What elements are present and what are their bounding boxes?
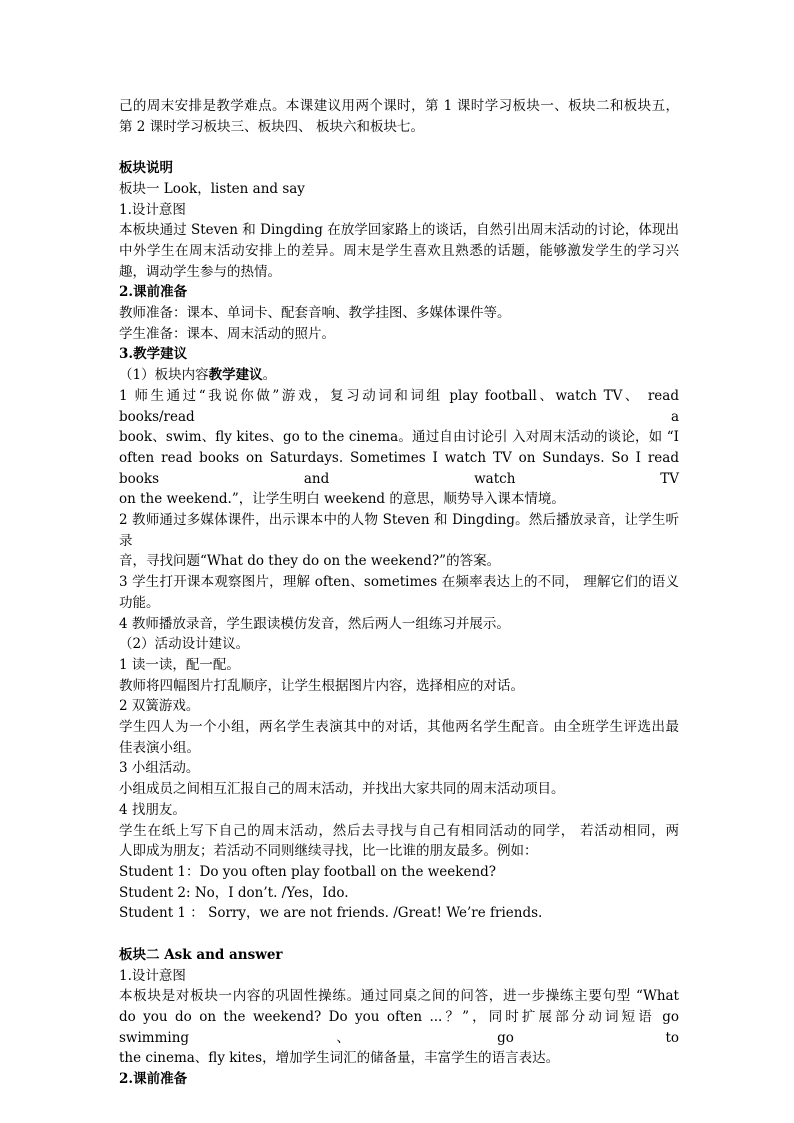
block1-prep-title: 2.课前准备 — [119, 284, 188, 301]
paragraph-line: 本板块是对板块一内容的巩固性操练。通过同桌之间的问答，进一步操练主要句型 “What — [119, 988, 679, 1005]
dialogue-line: Student 1 ： Sorry，we are not friends. /Great! We’re friends. — [119, 905, 543, 922]
subheading-tail: 。 — [262, 367, 277, 384]
paragraph-line: 1 师生通过“我说你做”游戏，复习动词和词组 play football、watch TV、 read books/read a — [119, 387, 679, 425]
paragraph-line: 学生准备：课本、周末活动的照片。 — [119, 325, 335, 342]
paragraph-line: 4 找朋友。 — [119, 801, 186, 818]
subheading-text: （1）板块内容 — [119, 367, 209, 384]
paragraph-line: 2 教师通过多媒体课件，出示课本中的人物 Steven 和 Dingding。然后播放录音，让学生听录 — [119, 512, 679, 549]
block2-heading-title: Ask and answer — [164, 946, 283, 963]
paragraph-line: 2 双簧游戏。 — [119, 698, 200, 715]
paragraph-line: 佳表演小组。 — [119, 739, 200, 756]
paragraph-line: 学生四人为一个小组，两名学生表演其中的对话，其他两名学生配音。由全班学生评选出最 — [119, 719, 679, 736]
paragraph-line: 教师将四幅图片打乱顺序，让学生根据图片内容，选择相应的对话。 — [119, 677, 524, 694]
paragraph-line: 功能。 — [119, 594, 160, 611]
paragraph-line: 3 学生打开课本观察图片，理解 often、sometimes 在频率表达上的不同， 理解它们的语义 — [119, 574, 679, 591]
paragraph-line: 小组成员之间相互汇报自己的周末活动，并找出大家共同的周末活动项目。 — [119, 781, 565, 798]
section-title: 板块说明 — [119, 160, 173, 177]
paragraph-line: 4 教师播放录音，学生跟读模仿发音，然后两人一组练习并展示。 — [119, 615, 510, 632]
paragraph-line: 中外学生在周末活动安排上的差异。周末是学生喜欢且熟悉的话题，能够激发学生的学习兴 — [119, 242, 679, 259]
subheading: （2）活动设计建议。 — [119, 636, 250, 653]
paragraph-line: 教师准备：课本、单词卡、配套音响、教学挂图、多媒体课件等。 — [119, 305, 511, 322]
paragraph-line: on the weekend.”，让学生明白 weekend 的意思，顺势导入课本情境。 — [119, 491, 565, 508]
block1-design-title: 1.设计意图 — [119, 201, 186, 218]
paragraph-line: 趣，调动学生参与的热情。 — [119, 263, 281, 280]
spacer — [119, 137, 679, 158]
paragraph-line: the cinema、fly kites，增加学生词汇的储备量，丰富学生的语言表达。 — [119, 1050, 560, 1067]
subheading — [119, 365, 679, 386]
intro-line: 第 2 课时学习板块三、板块四、 板块六和板块七。 — [119, 118, 424, 135]
paragraph-line: often read books on Saturdays. Sometimes I watch TV on Sundays. So I read books and watch TV — [119, 449, 679, 487]
block2-prep-title: 2.课前准备 — [119, 1071, 188, 1088]
spacer — [119, 924, 679, 945]
block1-teach-title: 3.教学建议 — [119, 346, 188, 363]
document-page — [119, 96, 679, 1090]
block2-design-title: 1.设计意图 — [119, 967, 186, 984]
paragraph-line: 学生在纸上写下自己的周末活动，然后去寻找与自己有相同活动的同学， 若活动相同，两 — [119, 822, 679, 839]
dialogue-line: Student 1：Do you often play football on the weekend? — [119, 864, 497, 880]
block2-heading — [119, 945, 679, 966]
block2-heading-prefix: 板块二 — [119, 946, 165, 963]
paragraph-line: 1 读一读，配一配。 — [119, 656, 240, 673]
dialogue-line: Student 2: No，I don’t. /Yes，Ido. — [119, 884, 349, 901]
block1-heading: 板块一 Look，listen and say — [119, 180, 305, 197]
paragraph-line: book、swim、fly kites、go to the cinema。通过自由讨论引 入对周末活动的谈论，如 “I — [119, 429, 679, 446]
paragraph-line: do you do on the weekend? Do you often ...？”，同时扩展部分动词短语 go swimming、go to — [119, 1008, 679, 1046]
paragraph-line: 音，寻找问题“What do they do on the weekend?”的答案。 — [119, 553, 501, 570]
paragraph-line: 3 小组活动。 — [119, 760, 200, 777]
intro-line: 己的周末安排是教学难点。本课建议用两个课时，第 1 课时学习板块一、板块二和板块五， — [119, 98, 679, 114]
paragraph-line: 本板块通过 Steven 和 Dingding 在放学回家路上的谈话，自然引出周末活动的讨论，体现出 — [119, 222, 679, 239]
subheading-bold: 教学建议 — [208, 367, 263, 384]
paragraph-line: 人即成为朋友；若活动不同则继续寻找，比一比谁的朋友最多。例如： — [119, 843, 538, 860]
